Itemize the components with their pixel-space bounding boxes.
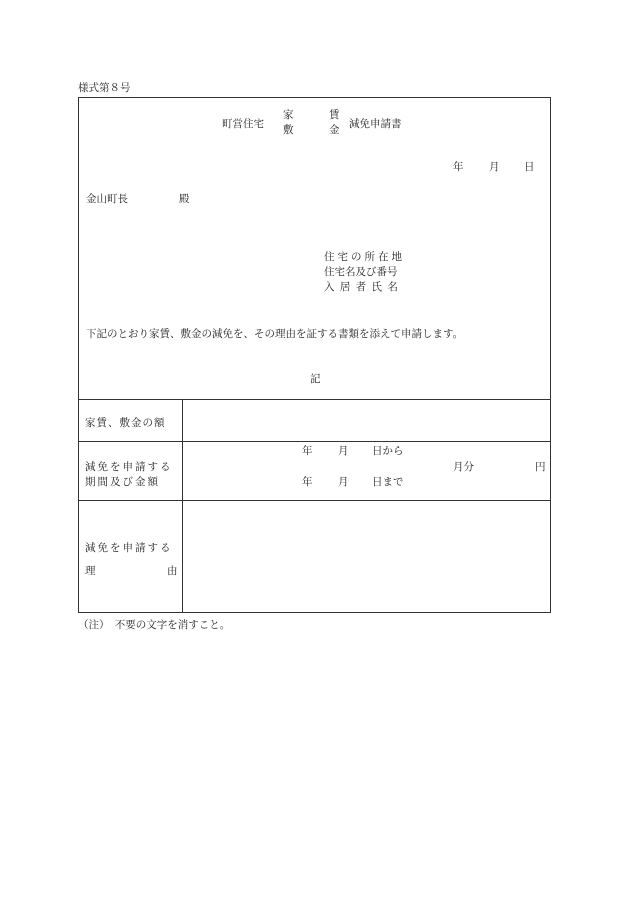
amount-field[interactable] xyxy=(183,400,550,440)
period-label-line1: 減免を申請する xyxy=(85,461,173,473)
period-from-month: 月 xyxy=(338,445,349,457)
reason-field[interactable] xyxy=(183,501,550,612)
ki: 記 xyxy=(310,373,321,385)
footnote: （注） 不要の文字を消すこと。 xyxy=(78,619,231,631)
applicant-resident-label: 入 居 者 氏 名 xyxy=(324,281,399,293)
title-option2-top: 賃 xyxy=(329,109,340,121)
row-divider xyxy=(79,441,550,442)
date-month: 月 xyxy=(489,161,500,173)
period-from-day: 日から xyxy=(372,445,404,457)
title-option1-bottom: 敷 xyxy=(283,124,294,136)
reason-label-line2: 理 xyxy=(85,565,96,577)
addressee-title: 金山町長 xyxy=(86,193,128,205)
form-number: 様式第８号 xyxy=(78,82,131,94)
statement: 下記のとおり家賃、敷金の減免を、その理由を証する書類を添えて申請します。 xyxy=(86,328,464,340)
title-suffix: 減免申請書 xyxy=(349,118,402,130)
applicant-house-name-label: 住宅名及び番号 xyxy=(324,266,398,278)
date-day: 日 xyxy=(524,161,535,173)
period-to-year: 年 xyxy=(302,476,313,488)
reason-label-line1: 減免を申請する xyxy=(85,542,173,554)
application-form xyxy=(78,97,551,613)
period-to-day: 日まで xyxy=(372,476,404,488)
date-year: 年 xyxy=(453,161,464,173)
months-unit: 月分 xyxy=(453,461,474,473)
period-to-month: 月 xyxy=(338,476,349,488)
reason-label-line3: 由 xyxy=(167,565,178,577)
applicant-address-label: 住宅の所在地 xyxy=(324,251,405,263)
title-option1-top: 家 xyxy=(283,109,294,121)
period-label-line2: 期間及び金額 xyxy=(85,476,160,488)
amount-label: 家賃、敷金の額 xyxy=(85,417,166,429)
yen-unit: 円 xyxy=(535,461,546,473)
title-option2-bottom: 金 xyxy=(329,124,340,136)
addressee-honorific: 殿 xyxy=(179,193,190,205)
title-prefix: 町営住宅 xyxy=(222,118,264,130)
period-from-year: 年 xyxy=(302,445,313,457)
